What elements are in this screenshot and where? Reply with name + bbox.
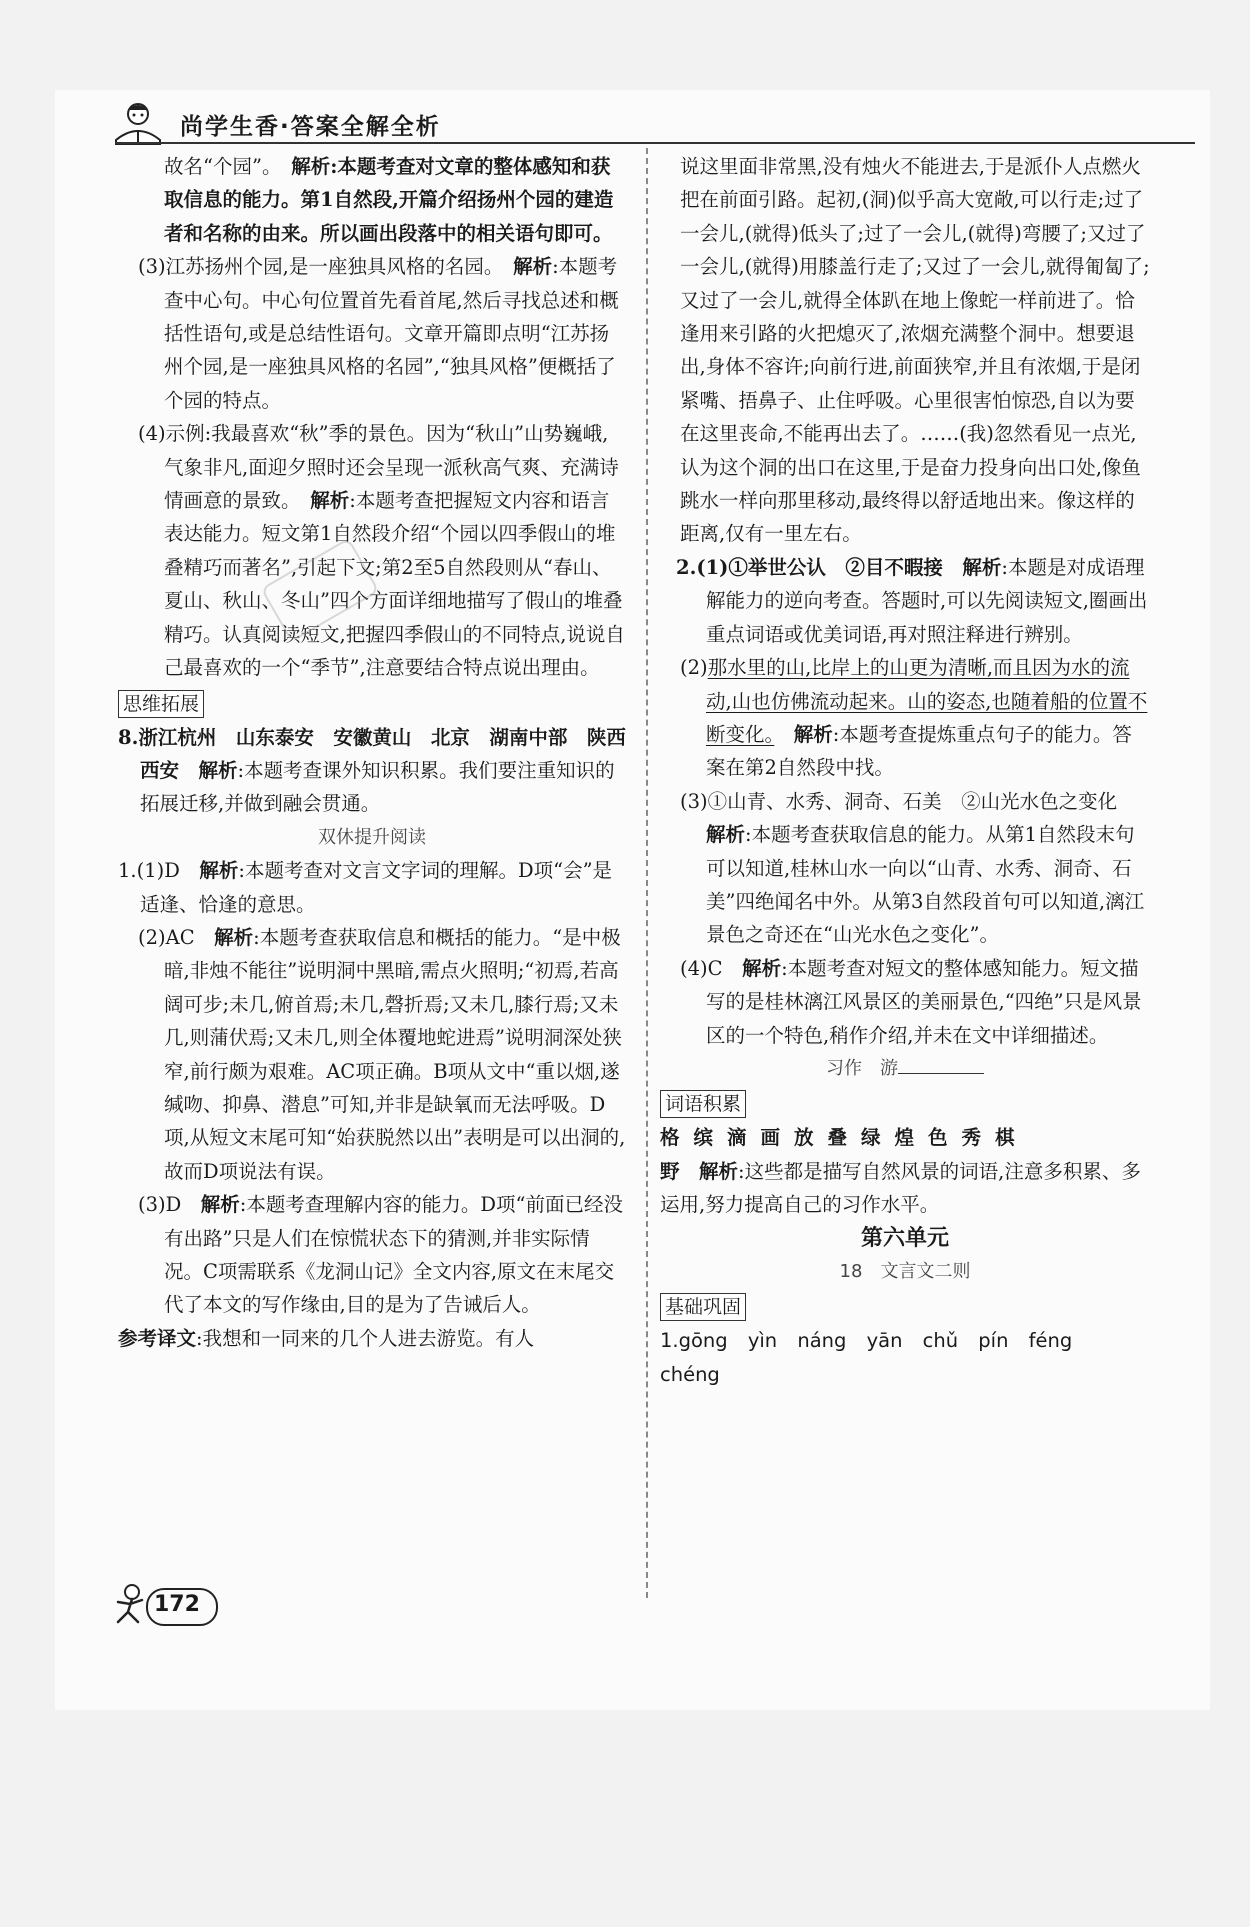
- reading-section-title: 双休提升阅读: [318, 826, 426, 848]
- section-tag-thinking: 思维拓展: [118, 690, 204, 718]
- answer-q2-1: 2.(1)①举世公认 ②目不暇接 解析:本题是对成语理解能力的逆向考查。答题时,可以先阅读短文,圈画出重点词语或优美词语,再对照注释进行辨别。: [676, 555, 1148, 646]
- page-number-text: 172: [154, 1592, 200, 1617]
- answer-r1-3: (3)D 解析:本题考查理解内容的能力。D项“前面已经没有出路”只是人们在惊慌状态下的猜测,并非实际情况。C项需联系《龙洞山记》全文内容,原文在末尾交代了本文的写作缘由,目的是为了告诫后人。: [138, 1193, 623, 1317]
- vocab-chars: 格缤滴画放叠绿煌色秀棋: [660, 1126, 1029, 1150]
- header-rule: [115, 142, 1195, 144]
- answer-q4: (4)示例:我最喜欢“秋”季的景色。因为“秋山”山势巍峨,气象非凡,面迎夕照时还会呈现一派秋高气爽、充满诗情画意的景致。 解析:本题考查把握短文内容和语言表达能力。短文第1自然段介绍“个园以四季假山的堆叠精巧而著名”,引起下文;第2至5自然段则从“春山、夏山、秋山、冬山”四个方面详细地描写了假山的堆叠精巧。认真阅读短文,把握四季假山的不同特点,说说自己最喜欢的一个“季节”,注意要结合特点说出理由。: [138, 422, 625, 680]
- vocab-analysis: 野 解析:这些都是描写自然风景的词语,注意多积累、多运用,努力提高自己的习作水平。: [660, 1159, 1141, 1217]
- answer-r1-1: 1.(1)D 解析:本题考查对文言文字词的理解。D项“会”是适逢、恰逢的意思。: [118, 859, 613, 916]
- left-column: [118, 150, 626, 1355]
- right-column: [660, 150, 1150, 1391]
- answer-q2-3: (3)①山青、水秀、洞奇、石美 ②山光水色之变化 解析:本题考查获取信息的能力。从第1自然段末句可以知道,桂林山水一向以“山青、水秀、洞奇、石美”四绝闻名中外。从第3自然段首句可以知道,漓江景色之奇还在“山光水色之变化”。: [680, 789, 1145, 947]
- lesson-title: 18 文言文二则: [839, 1261, 971, 1282]
- runner-mascot-icon: [110, 1582, 150, 1626]
- answer-q2-2: (2)那水里的山,比岸上的山更为清晰,而且因为水的流动,山也仿佛流动起来。山的姿态,也随着船的位置不断变化。 解析:本题考查提炼重点句子的能力。答案在第2自然段中找。: [680, 656, 1148, 780]
- section-tag-basic: 基础巩固: [660, 1293, 746, 1321]
- answer-q3: (3)江苏扬州个园,是一座独具风格的名园。 解析:本题考查中心句。中心句位置首先看首尾,然后寻找总述和概括性语句,或是总结性语句。文章开篇即点明“江苏扬州个园,是一座独具风格的名园”,“独具风格”便概括了个园的特点。: [138, 255, 619, 412]
- column-divider: [646, 148, 648, 1598]
- answer-q2-cont: 故名“个园”。 解析:本题考查对文章的整体感知和获取信息的能力。第1自然段,开篇介绍扬州个园的建造者和名称的由来。所以画出段落中的相关语句即可。: [164, 155, 614, 245]
- header-title: 尚学生香·答案全解全析: [180, 114, 441, 140]
- reading-boy-icon: [110, 100, 166, 148]
- pinyin-answer: 1.gōng yìn náng yān chǔ pín féng chéng: [660, 1329, 1073, 1386]
- essay-title: 习作 游: [660, 1052, 1150, 1085]
- section-tag-vocab: 词语积累: [660, 1090, 746, 1118]
- answer-q8: 8.浙江杭州 山东泰安 安徽黄山 北京 湖南中部 陕西西安 解析:本题考查课外知识积累。我们要注重知识的拓展迁移,并做到融会贯通。: [118, 725, 626, 816]
- essay-blank: [898, 1055, 984, 1074]
- reference-translation: 参考译文:我想和一同来的几个人进去游览。有人: [118, 1326, 535, 1350]
- answer-r1-2: (2)AC 解析:本题考查获取信息和概括的能力。“是中极暗,非烛不能往”说明洞中黑暗,需点火照明;“初焉,若高阔可步;未几,俯首焉;未几,磬折焉;又未几,膝行焉;又未几,则蒲伏焉;又未几,则全体覆地蛇进焉”说明洞深处狭窄,前行颇为艰难。AC项正确。B项从文中“重以烟,遂缄吻、抑鼻、潜息”可知,并非是缺氧而无法呼吸。D项,从短文末尾可知“始获脱然以出”表明是可以出洞的,故而D项说法有误。: [138, 925, 626, 1183]
- answer-q2-4: (4)C 解析:本题考查对短文的整体感知能力。短文描写的是桂林漓江风景区的美丽景色,“四绝”只是风景区的一个特色,稍作介绍,并未在文中详细描述。: [680, 956, 1142, 1047]
- watermark-stamp: [250, 530, 390, 650]
- unit-title: 第六单元: [860, 1225, 949, 1251]
- reference-translation-cont: 说这里面非常黑,没有烛火不能进去,于是派仆人点燃火把在前面引路。起初,(洞)似乎高大宽敞,可以行走;过了一会儿,(就得)低头了;过了一会儿,(就得)弯腰了;又过了一会儿,(就得)用膝盖行走了;又过了一会儿,就得匍匐了;又过了一会儿,就得全体趴在地上像蛇一样前进了。恰逢用来引路的火把熄灭了,浓烟充满整个洞中。想要退出,身体不容许;向前行进,前面狭窄,并且有浓烟,于是闭紧嘴、捂鼻子、止住呼吸。心里很害怕惊恐,自以为要在这里丧命,不能再出去了。……(我)忽然看见一点光,认为这个洞的出口在这里,于是奋力投身向出口处,像鱼跳水一样向那里移动,最终得以舒适地出来。像这样的距离,仅有一里左右。: [680, 155, 1150, 546]
- page-number: [110, 1582, 220, 1626]
- page-header: [110, 100, 530, 148]
